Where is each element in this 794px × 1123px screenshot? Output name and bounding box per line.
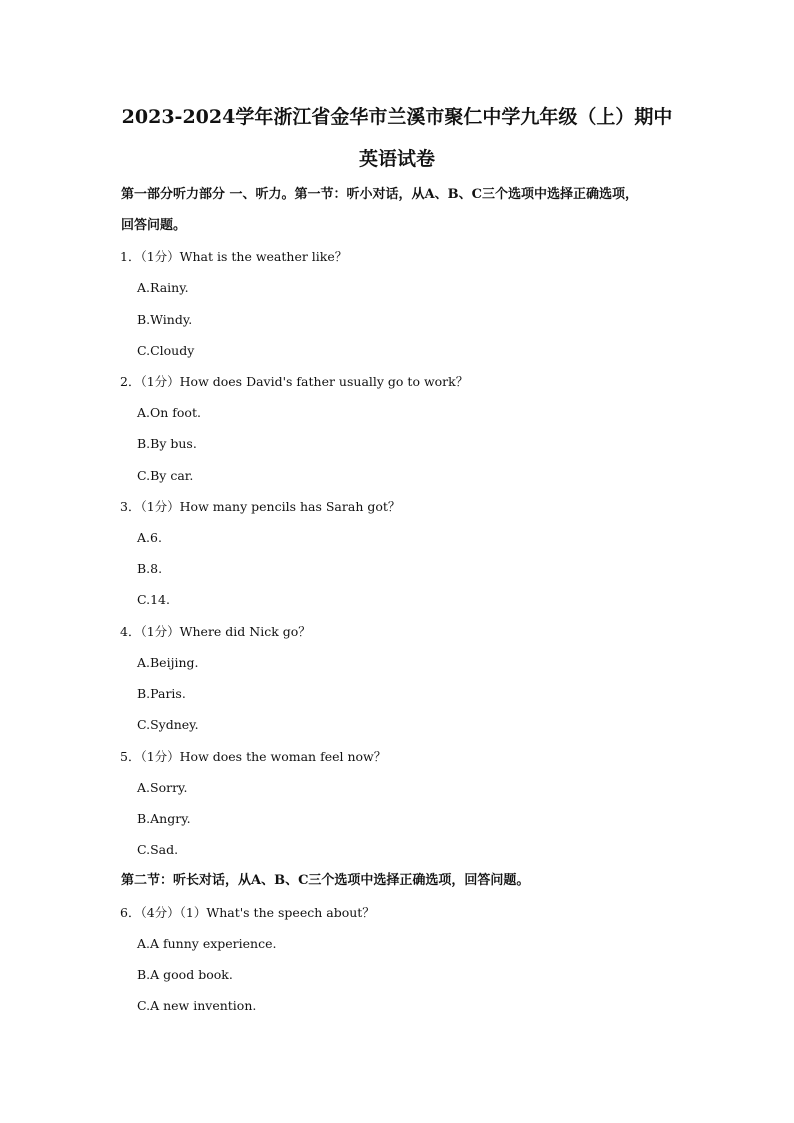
question-5-option-a: A.Sorry. (137, 780, 188, 795)
question-2-stem: 2．（1分）How does David's father usually go to work？ (120, 374, 469, 389)
part1-instruction-line2: 回答问题。 (121, 218, 187, 233)
question-6-stem: 6．（4分）（1）What's the speech about？ (120, 905, 375, 920)
page-subtitle: 英语试卷 (358, 148, 435, 170)
part2-instruction: 第二节：听长对话，从A、B、C三个选项中选择正确选项，回答问题。 (121, 873, 530, 888)
question-5-option-b: B.Angry. (137, 811, 191, 826)
question-2-option-c: C.By car. (137, 468, 194, 483)
question-3-stem: 3．（1分）How many pencils has Sarah got？ (120, 499, 401, 514)
question-5-stem: 5．（1分）How does the woman feel now？ (120, 749, 387, 764)
question-5-option-c: C.Sad. (137, 842, 179, 857)
question-1-option-c: C.Cloudy (137, 343, 195, 358)
question-1-stem: 1．（1分）What is the weather like？ (120, 249, 348, 264)
question-4-option-b: B.Paris. (137, 686, 186, 701)
question-2-option-b: B.By bus. (137, 436, 197, 451)
question-3-option-c: C.14. (137, 592, 170, 607)
question-6-option-b: B.A good book. (137, 967, 233, 982)
question-4-stem: 4．（1分）Where did Nick go？ (120, 624, 311, 639)
question-4-option-c: C.Sydney. (137, 717, 199, 732)
question-2-option-a: A.On foot. (137, 405, 201, 420)
page-title: 2023-2024学年浙江省金华市兰溪市聚仁中学九年级（上）期中 (121, 106, 673, 128)
question-4-option-a: A.Beijing. (137, 655, 199, 670)
question-1-option-a: A.Rainy. (137, 280, 189, 295)
question-3-option-a: A.6. (137, 530, 162, 545)
question-6-option-c: C.A new invention. (137, 998, 257, 1013)
question-6-option-a: A.A funny experience. (137, 936, 277, 951)
question-1-option-b: B.Windy. (137, 312, 193, 327)
part1-instruction-line1: 第一部分听力部分 一、听力。第一节：听小对话，从A、B、C三个选项中选择正确选项， (121, 187, 638, 202)
question-3-option-b: B.8. (137, 561, 163, 576)
